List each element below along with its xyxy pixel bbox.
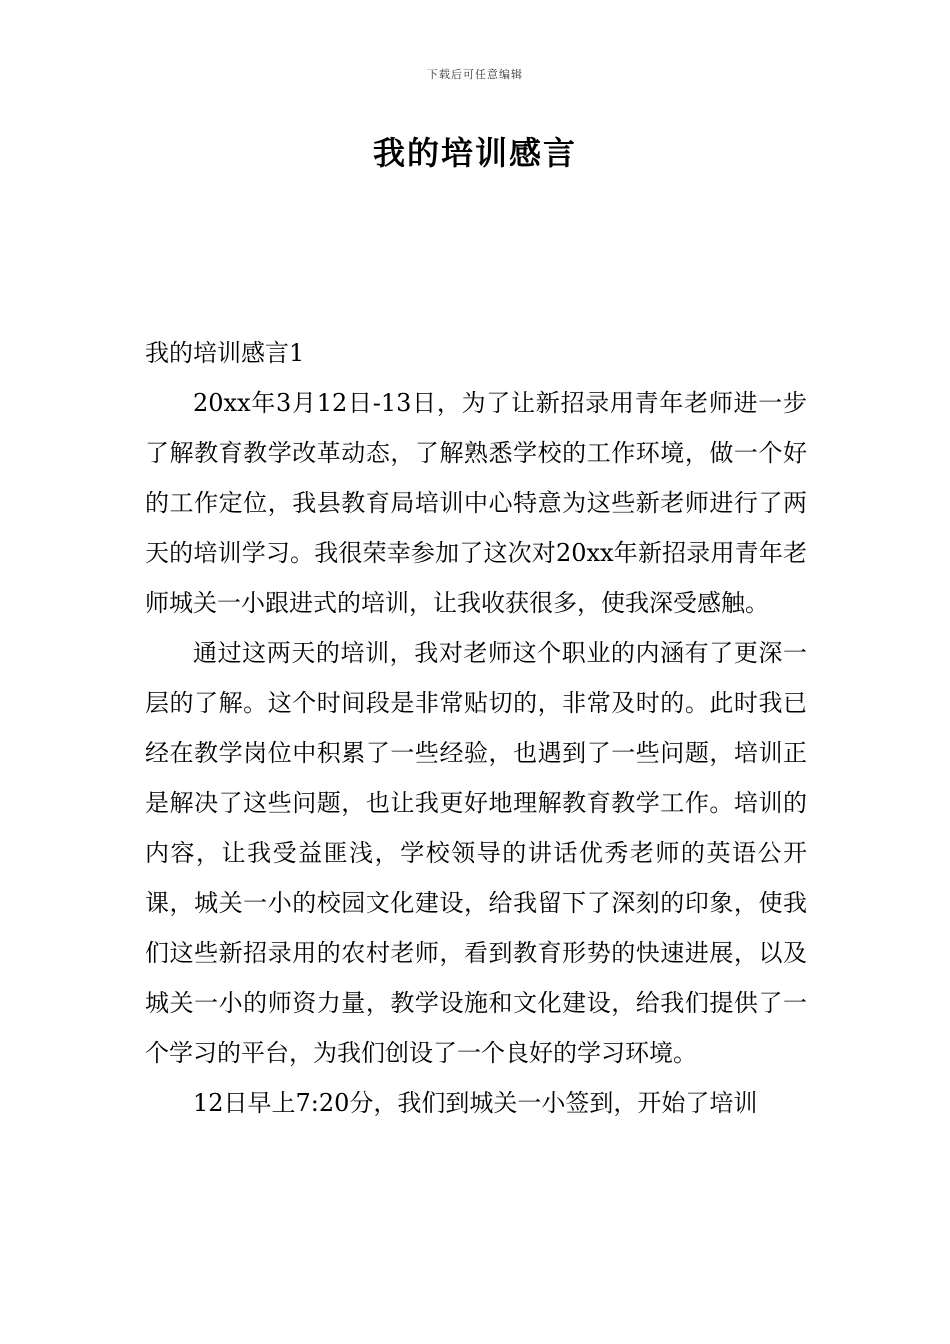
header-note: 下载后可任意编辑 — [427, 68, 523, 81]
paragraph: 12日早上7:20分，我们到城关一小签到，开始了培训 — [193, 1089, 758, 1117]
paragraph: 通过这两天的培训，我对老师这个职业的内涵有了更深一层的了解。这个时间段是非常贴切的，非常及时的。此时我已经在教学岗位中积累了一些经验，也遇到了一些问题，培训正是解决了这些问题，也让我更好地理解教育教学工作。培训的内容，让我受益匪浅，学校领导的讲话优秀老师的英语公开课，城关一小的校园文化建设，给我留下了深刻的印象，使我们这些新招录用的农村老师，看到教育形势的快速进展，以及城关一小的师资力量，教学设施和文化建设，给我们提供了一个学习的平台，为我们创设了一个良好的学习环境。 — [145, 639, 807, 1067]
section-heading: 我的培训感言1 — [145, 339, 305, 367]
document-title: 我的培训感言 — [372, 134, 577, 172]
document-body — [145, 328, 807, 1128]
paragraph: 20xx年3月12日-13日，为了让新招录用青年老师进一步了解教育教学改革动态，了解熟悉学校的工作环境，做一个好的工作定位，我县教育局培训中心特意为这些新老师进行了两天的培训学习。我很荣幸参加了这次对20xx年新招录用青年老师城关一小跟进式的培训，让我收获很多，使我深受感触。 — [145, 389, 807, 617]
